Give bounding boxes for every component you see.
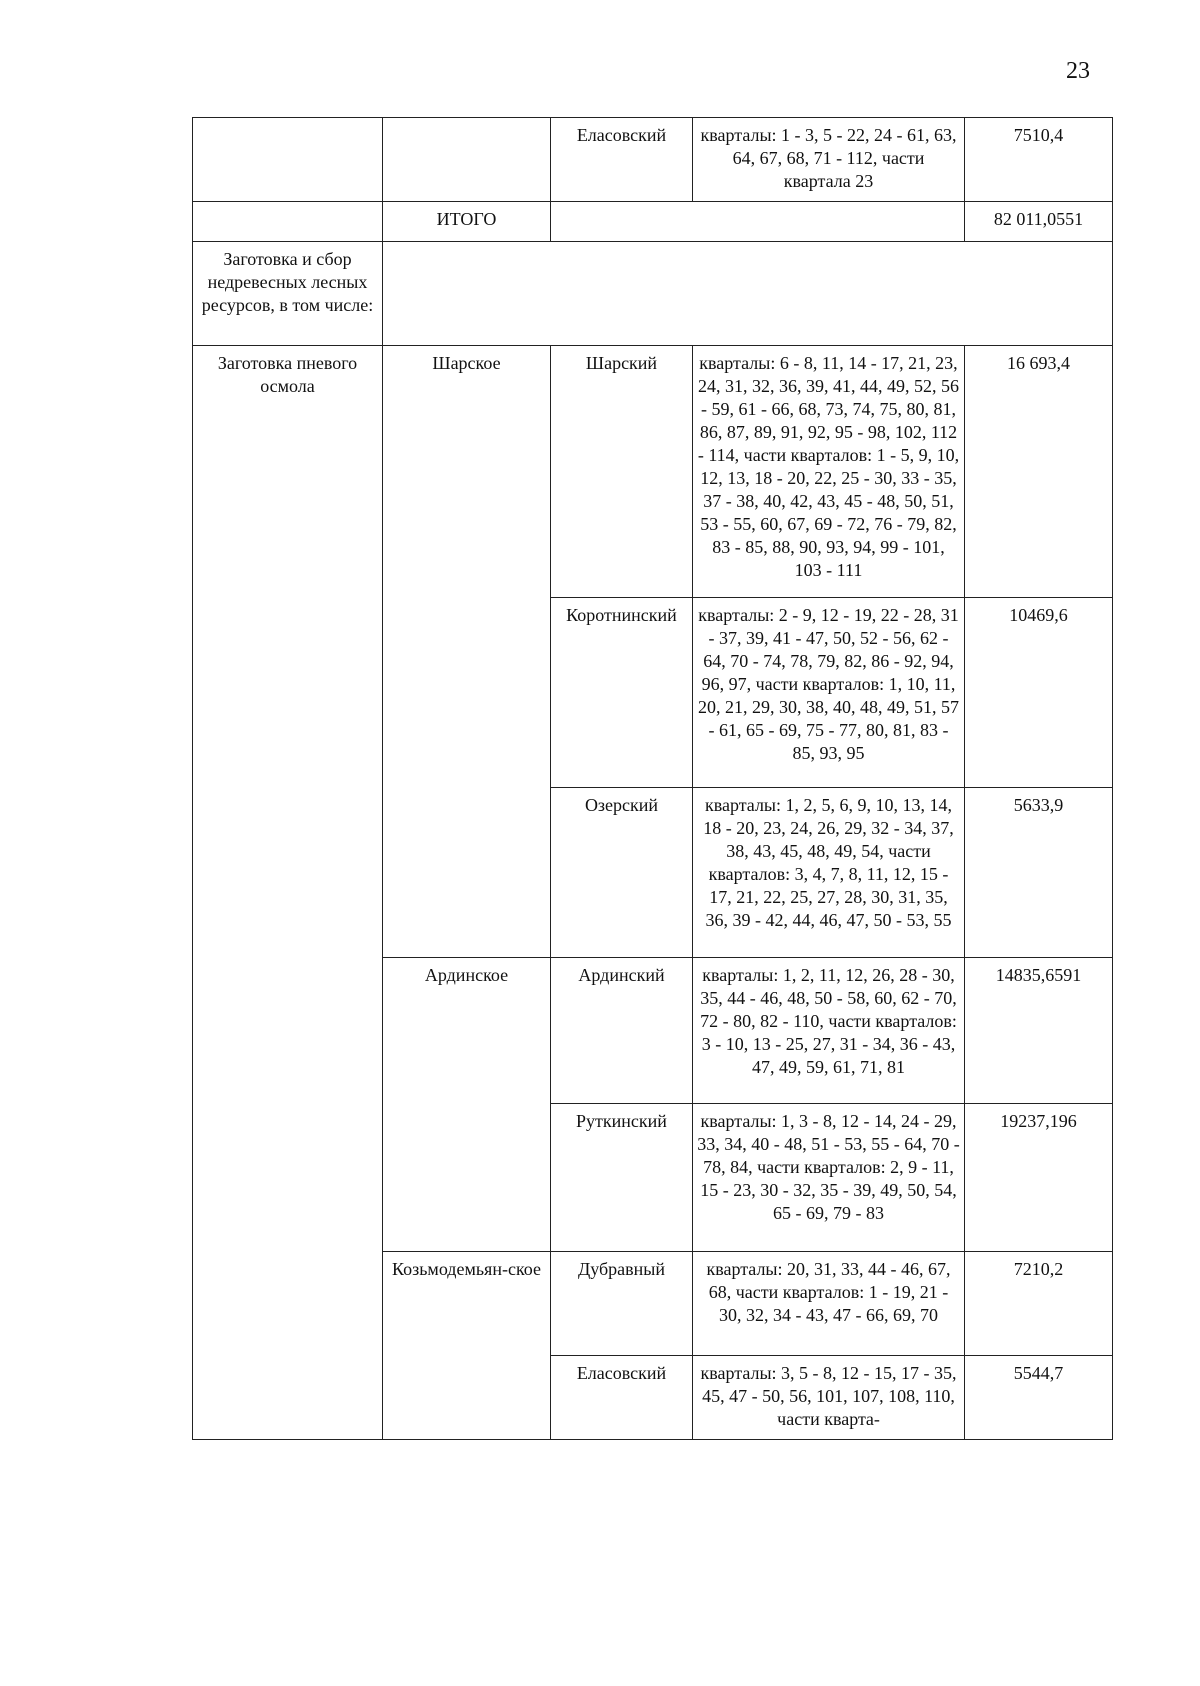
quarters-cell: кварталы: 6 - 8, 11, 14 - 17, 21, 23, 24, 31, 32, 36, 39, 41, 44, 49, 52, 56 - 59, 61 - 66, 68, 73, 74, 75, 80, 81, 86, 87, 89, 91, 92, 95 - 98, 102, 112 - 114, части кварталов: 1 - 5, 9, 10, 12, 13, 18 - 20, 22, 25 - 30, 33 - 35, 37 - 38, 40, 42, 43, 45 - 48, 50, 51, 53 - 55, 60, 67, 69 - 72, 76 - 79, 82, 83 - 85, 88, 90, 93, 94, 99 - 101, 103 - 111 xyxy=(693,346,965,598)
quarters-cell: кварталы: 1, 3 - 8, 12 - 14, 24 - 29, 33, 34, 40 - 48, 51 - 53, 55 - 64, 70 - 78, 84, части кварталов: 2, 9 - 11, 15 - 23, 30 - 32, 35 - 39, 49, 50, 54, 65 - 69, 79 - 83 xyxy=(693,1104,965,1252)
nonwood-empty-cell xyxy=(383,242,1113,346)
quarters-cell: кварталы: 1, 2, 11, 12, 26, 28 - 30, 35, 44 - 46, 48, 50 - 58, 60, 62 - 70, 72 - 80, 82 - 110, части кварталов: 3 - 10, 13 - 25, 27, 31 - 34, 36 - 43, 47, 49, 59, 61, 71, 81 xyxy=(693,958,965,1104)
forestry-cell: Озерский xyxy=(551,788,693,958)
district-ardinskoe: Ардинское xyxy=(383,958,551,1252)
quarters-cell: кварталы: 3, 5 - 8, 12 - 15, 17 - 35, 45, 47 - 50, 56, 101, 107, 108, 110, части квартa- xyxy=(693,1356,965,1440)
table-row xyxy=(193,118,1113,202)
total-area: 82 011,0551 xyxy=(965,202,1113,242)
area-cell: 10469,6 xyxy=(965,598,1113,788)
quarters-cell: кварталы: 20, 31, 33, 44 - 46, 67, 68, части кварталов: 1 - 19, 21 - 30, 32, 34 - 43, 47 - 66, 69, 70 xyxy=(693,1252,965,1356)
section-heading-row xyxy=(193,242,1113,346)
forestry-cell: Руткинский xyxy=(551,1104,693,1252)
district-sharskoe: Шарское xyxy=(383,346,551,958)
forestry-cell: Дубравный xyxy=(551,1252,693,1356)
total-empty-cell xyxy=(551,202,965,242)
total-row xyxy=(193,202,1113,242)
activity-cell xyxy=(193,202,383,242)
area-cell: 5544,7 xyxy=(965,1356,1113,1440)
table-row xyxy=(193,346,1113,598)
area-cell: 16 693,4 xyxy=(965,346,1113,598)
forestry-cell: Ардинский xyxy=(551,958,693,1104)
area-cell: 14835,6591 xyxy=(965,958,1113,1104)
resin-label: Заготовка пневого осмола xyxy=(193,346,383,1440)
area-cell: 7510,4 xyxy=(965,118,1113,202)
district-kozmodemyanskoe: Козьмодемьян-ское xyxy=(383,1252,551,1440)
area-cell: 5633,9 xyxy=(965,788,1113,958)
forestry-cell: Еласовский xyxy=(551,1356,693,1440)
quarters-cell: кварталы: 1, 2, 5, 6, 9, 10, 13, 14, 18 - 20, 23, 24, 26, 29, 32 - 34, 37, 38, 43, 45, 48, 49, 54, части кварталов: 3, 4, 7, 8, 11, 12, 15 - 17, 21, 22, 25, 27, 28, 30, 31, 35, 36, 39 - 42, 44, 46, 47, 50 - 53, 55 xyxy=(693,788,965,958)
forestry-cell: Еласовский xyxy=(551,118,693,202)
district-cell xyxy=(383,118,551,202)
quarters-cell: кварталы: 2 - 9, 12 - 19, 22 - 28, 31 - 37, 39, 41 - 47, 50, 52 - 56, 62 - 64, 70 - 74, 78, 79, 82, 86 - 92, 94, 96, 97, части кварталов: 1, 10, 11, 20, 21, 29, 30, 38, 40, 48, 49, 51, 57 - 61, 65 - 69, 75 - 77, 80, 81, 83 - 85, 93, 95 xyxy=(693,598,965,788)
activity-cell xyxy=(193,118,383,202)
area-cell: 19237,196 xyxy=(965,1104,1113,1252)
nonwood-heading: Заготовка и сбор недревесных лесных ресурсов, в том числе: xyxy=(193,242,383,346)
page-number: 23 xyxy=(1066,58,1090,84)
forestry-cell: Шарский xyxy=(551,346,693,598)
forestry-table xyxy=(192,117,1113,1440)
total-label: ИТОГО xyxy=(383,202,551,242)
forestry-cell: Коротнинский xyxy=(551,598,693,788)
area-cell: 7210,2 xyxy=(965,1252,1113,1356)
quarters-cell: кварталы: 1 - 3, 5 - 22, 24 - 61, 63, 64, 67, 68, 71 - 112, части квартала 23 xyxy=(693,118,965,202)
